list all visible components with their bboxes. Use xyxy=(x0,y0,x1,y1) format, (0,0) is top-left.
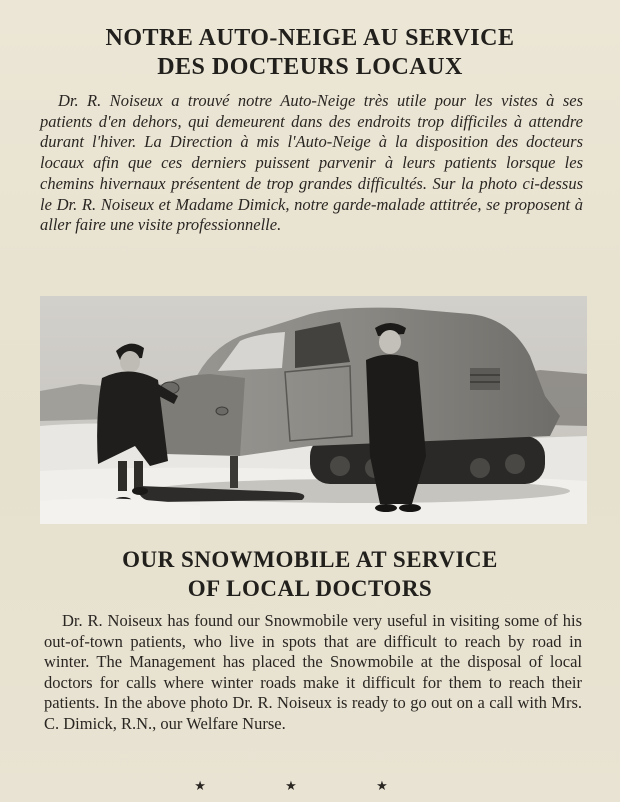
snowmobile-photo xyxy=(40,296,587,524)
french-headline xyxy=(0,24,620,82)
french-headline-line1: NOTRE AUTO-NEIGE AU SERVICE xyxy=(105,25,515,51)
english-headline-line1: OUR SNOWMOBILE AT SERVICE xyxy=(122,547,498,572)
french-article-body: Dr. R. Noiseux a trouvé notre Auto-Neige très utile pour les vistes à ses patients d'en dehors, qui demeurent dans des endroits trop difficiles à attendre durant l'hiver. La Direction à mis l'Auto-Neige à la disposition des docteurs locaux afin que ces derniers puissent parvenir à leurs patients lorsque les chemins hivernaux présentent de trop grandes difficultés. Sur la photo ci-dessus le Dr. R. Noiseux et Madame Dimick, notre garde-malade attitrée, se proposent à aller faire une visite professionnelle. xyxy=(40,91,583,235)
english-article-body: Dr. R. Noiseux has found our Snowmobile very useful in visiting some of his out-of-town patients, who live in spots that are difficult to reach by road in winter. The Management has placed the Snowmobile at the disposal of local doctors for calls where winter roads make it difficult for them to reach their patients. In the above photo Dr. R. Noiseux is ready to go out on a call with Mrs. C. Dimick, R.N., our Welfare Nurse. xyxy=(44,611,582,733)
section-separator-stars: ★ ★ ★ xyxy=(194,778,426,793)
english-headline xyxy=(0,545,620,603)
english-headline-line2: OF LOCAL DOCTORS xyxy=(187,576,433,601)
french-headline-line2: DES DOCTEURS LOCAUX xyxy=(157,54,463,80)
